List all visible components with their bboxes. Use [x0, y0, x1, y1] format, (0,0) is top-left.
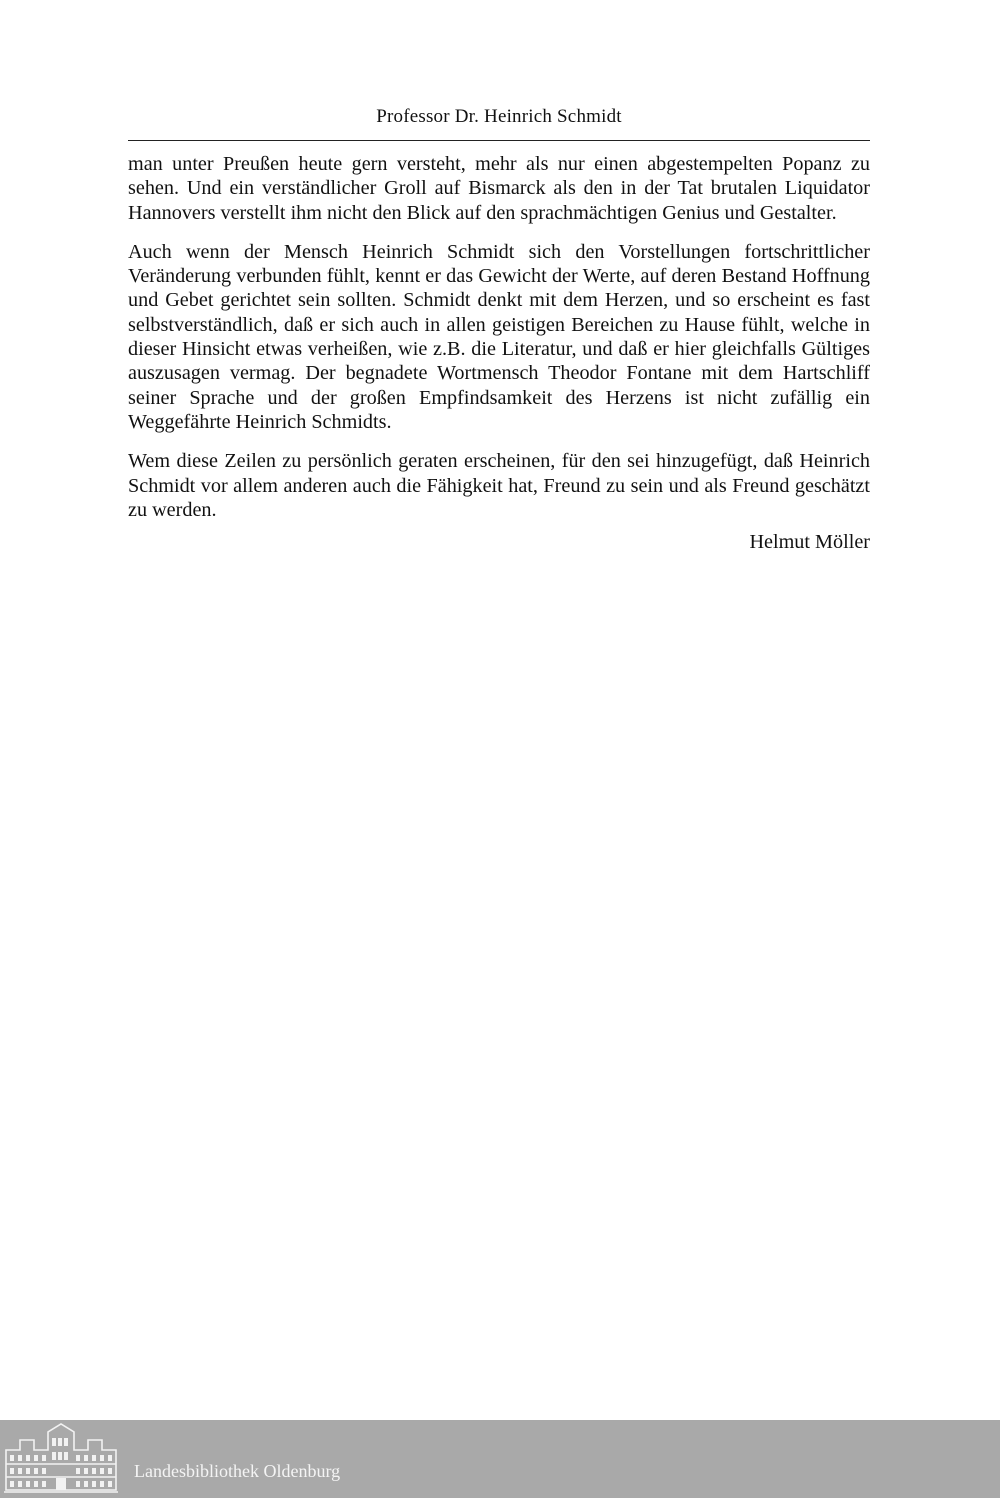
signature: Helmut Möller [749, 531, 870, 554]
footer-bar [0, 1420, 1000, 1498]
running-title: Professor Dr. Heinrich Schmidt [376, 106, 622, 127]
body-text [128, 152, 870, 554]
paragraph-3: Wem diese Zeilen zu persönlich geraten erscheinen, für den sei hinzugefügt, daß Heinrich Schmidt vor allem anderen auch die Fähigkeit hat, Freund zu sein und als Freund geschätzt zu werden. [128, 450, 870, 521]
paragraph-2: Auch wenn der Mensch Heinrich Schmidt sich den Vorstellungen fortschrittlicher Veränderung verbunden fühlt, kennt er das Gewicht der Werte, auf deren Bestand Hoffnung und Gebet gerichtet sein sollten. Schmidt denkt mit dem Herzen, und so erscheint es fast selbstverständlich, daß er sich auch in allen geistigen Bereichen zu Hause fühlt, welche in dieser Hinsicht etwas verheißen, wie z.B. die Literatur, und daß er hier gleichfalls Gültiges auszusagen vermag. Der begnadete Wortmensch Theodor Fontane mit dem Hartschliff seiner Sprache und der großen Empfindsamkeit des Herzens ist nicht zufällig ein Weggefährte Heinrich Schmidts. [128, 240, 870, 433]
header-rule [128, 140, 870, 141]
library-building-icon [0, 1420, 122, 1498]
library-name: Landesbibliothek Oldenburg [134, 1461, 341, 1481]
paragraph-1: man unter Preußen heute gern versteht, mehr als nur einen abgestempelten Popanz zu sehen. Und ein verständlicher Groll auf Bismarck als den in der Tat brutalen Liquidator Hannovers verstellt ihm nicht den Blick auf den sprachmächtigen Genius und Gestalter. [128, 153, 870, 224]
